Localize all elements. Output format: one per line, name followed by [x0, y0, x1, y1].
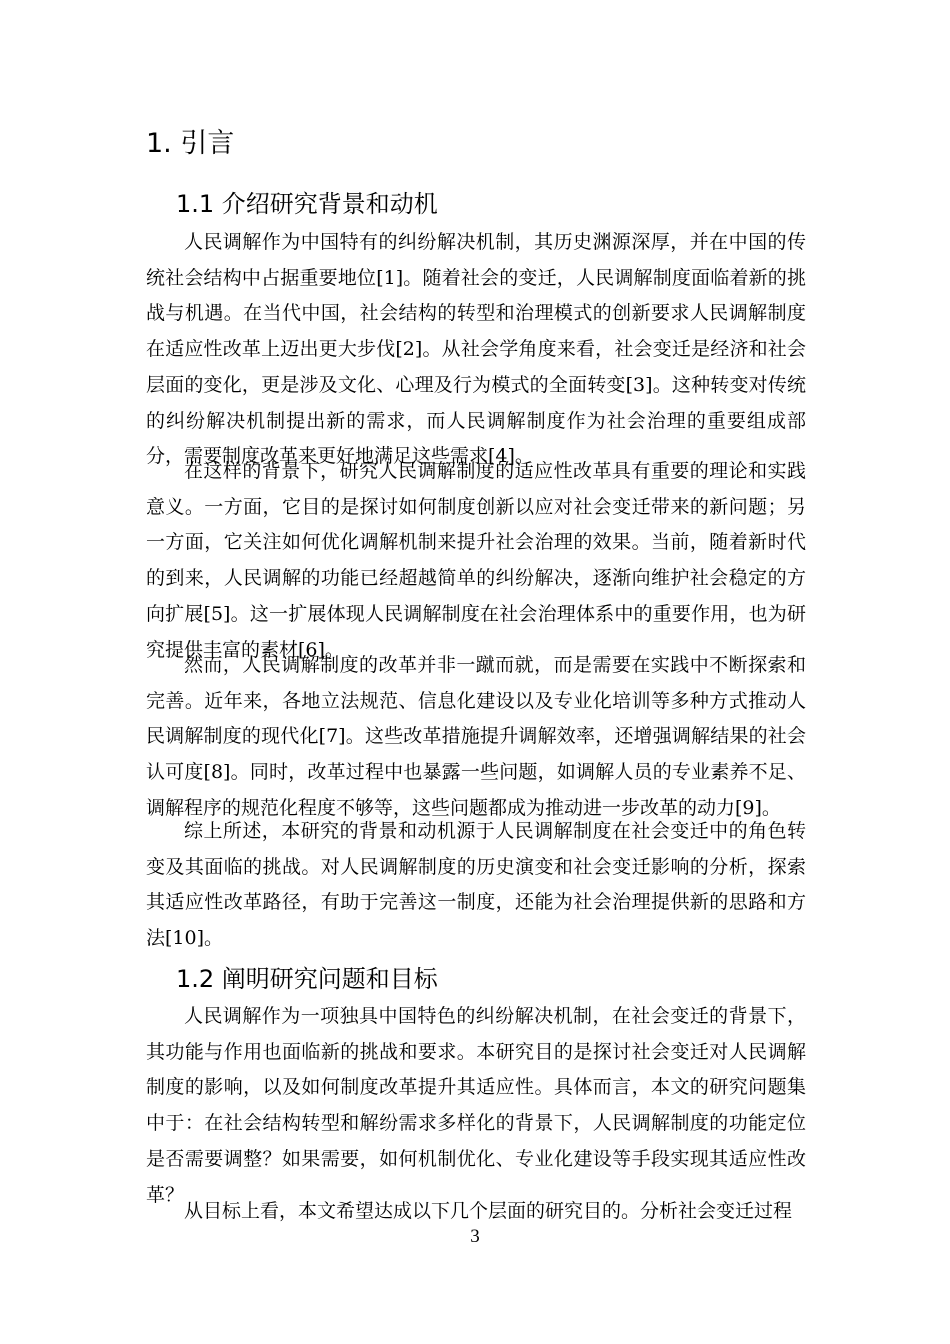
- page-number: 3: [470, 1226, 480, 1247]
- paragraph: 从目标上看，本文希望达成以下几个层面的研究目的。分析社会变迁过程: [184, 1200, 793, 1222]
- paragraph: 人民调解作为一项独具中国特色的纠纷解决机制，在社会变迁的背景下，其功能与作用也面临新的挑战和要求。本研究目的是探讨社会变迁对人民调解制度的影响，以及如何制度改革提升其适应性。具体而言，本文的研究问题集中于：在社会结构转型和解纷需求多样化的背景下，人民调解制度的功能定位是否需要调整？如果需要，如何机制优化、专业化建设等手段实现其适应性改革？: [146, 1005, 806, 1206]
- paragraph: 在这样的背景下，研究人民调解制度的适应性改革具有重要的理论和实践意义。一方面，它目的是探讨如何制度创新以应对社会变迁带来的新问题；另一方面，它关注如何优化调解机制来提升社会治理的效果。当前，随着新时代的到来，人民调解的功能已经超越简单的纠纷解决，逐渐向维护社会稳定的方向扩展[5]。这一扩展体现人民调解制度在社会治理体系中的重要作用，也为研究提供丰富的素材[6]。: [146, 460, 806, 661]
- paragraph: 人民调解作为中国特有的纠纷解决机制，其历史渊源深厚，并在中国的传统社会结构中占据重要地位[1]。随着社会的变迁，人民调解制度面临着新的挑战与机遇。在当代中国，社会结构的转型和治理模式的创新要求人民调解制度在适应性改革上迈出更大步伐[2]。从社会学角度来看，社会变迁是经济和社会层面的变化，更是涉及文化、心理及行为模式的全面转变[3]。这种转变对传统的纠纷解决机制提出新的需求，而人民调解制度作为社会治理的重要组成部分，需要制度改革来更好地满足这些需求[4]。: [146, 231, 806, 468]
- section-heading-1-1: 1.1 介绍研究背景和动机: [176, 190, 438, 218]
- section-heading-1-2: 1.2 阐明研究问题和目标: [176, 965, 438, 993]
- paragraph: 然而，人民调解制度的改革并非一蹴而就，而是需要在实践中不断探索和完善。近年来，各地立法规范、信息化建设以及专业化培训等多种方式推动人民调解制度的现代化[7]。这些改革措施提升调解效率，还增强调解结果的社会认可度[8]。同时，改革过程中也暴露一些问题，如调解人员的专业素养不足、调解程序的规范化程度不够等，这些问题都成为推动进一步改革的动力[9]。: [146, 654, 806, 819]
- paragraph: 综上所述，本研究的背景和动机源于人民调解制度在社会变迁中的角色转变及其面临的挑战。对人民调解制度的历史演变和社会变迁影响的分析，探索其适应性改革路径，有助于完善这一制度，还能为社会治理提供新的思路和方法[10]。: [146, 820, 806, 950]
- chapter-heading: 1. 引言: [146, 128, 235, 159]
